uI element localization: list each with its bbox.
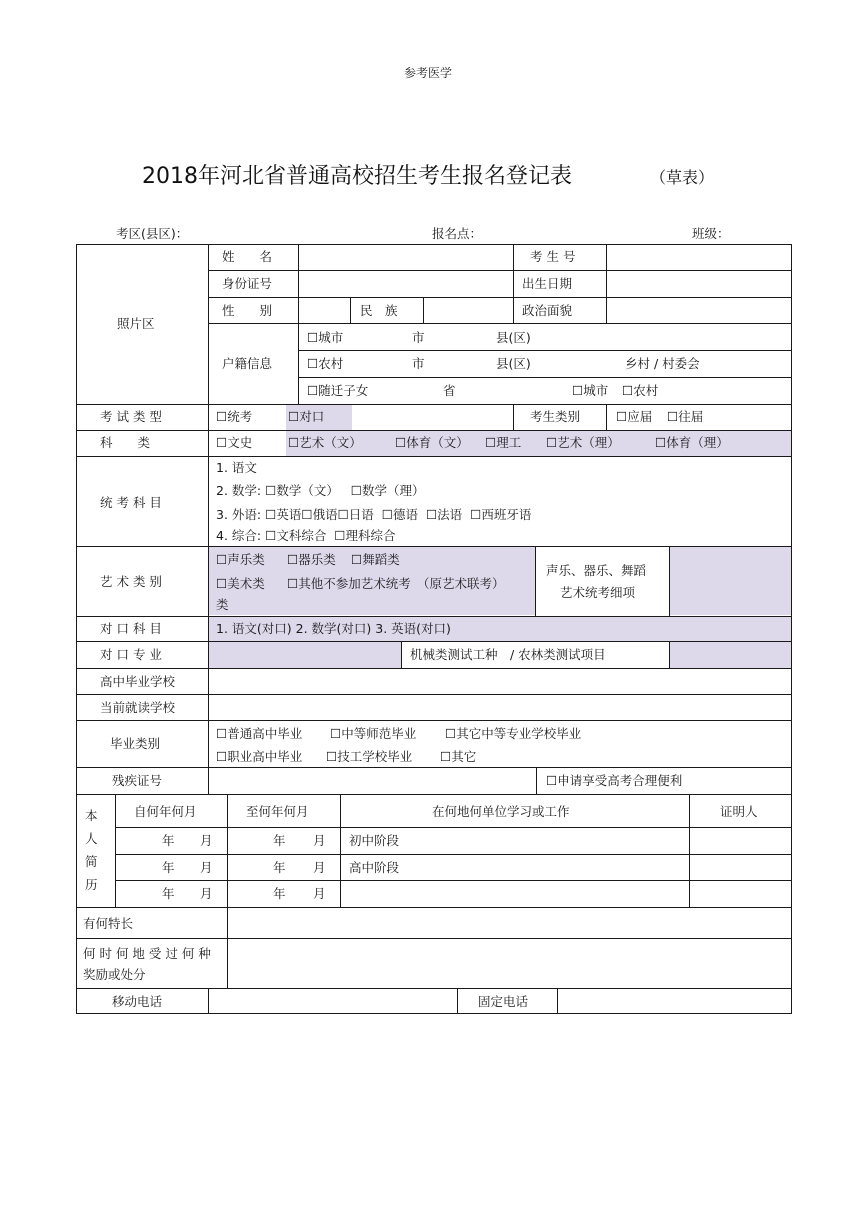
- graduation-option[interactable]: ☐职业高中毕业: [216, 749, 303, 764]
- header-note: 参考医学: [404, 66, 453, 80]
- migrant-rural-checkbox[interactable]: ☐农村: [622, 383, 659, 398]
- ethnicity-label: 民 族: [360, 303, 398, 318]
- page-title: 2018年河北省普通高校招生考生报名登记表: [142, 164, 572, 189]
- unified-exam-checkbox[interactable]: ☐统考: [216, 409, 253, 424]
- category-option[interactable]: ☐艺术（文）: [288, 435, 362, 450]
- art-option[interactable]: ☐舞蹈类: [351, 552, 400, 567]
- past-grad-checkbox[interactable]: ☐往届: [667, 409, 704, 424]
- art-option[interactable]: ☐美术类: [216, 576, 265, 591]
- title-note: （草表）: [650, 168, 715, 187]
- resume-year: 年: [162, 886, 175, 901]
- mobile-label: 移动电话: [112, 994, 163, 1009]
- high-school-label: 高中毕业学校: [100, 674, 176, 689]
- household-label: 户籍信息: [222, 356, 273, 371]
- city-unit: 市: [412, 330, 425, 345]
- vocational-subjects-value: 1. 语文(对口) 2. 数学(对口) 3. 英语(对口): [216, 621, 451, 636]
- resume-label: 简: [85, 854, 98, 869]
- household-rural-checkbox[interactable]: ☐农村: [307, 356, 344, 371]
- birth-date-label: 出生日期: [522, 276, 573, 291]
- art-detail-label: 声乐、器乐、舞蹈: [546, 563, 647, 578]
- category-option[interactable]: ☐文史: [216, 435, 253, 450]
- awards-label: 何 时 何 地 受 过 何 种: [83, 946, 211, 961]
- resume-year: 年: [273, 886, 286, 901]
- comprehensive-line: 4. 综合: ☐文科综合 ☐理科综合: [216, 528, 396, 543]
- resume-month: 月: [313, 860, 326, 875]
- resume-stage: 初中阶段: [349, 833, 400, 848]
- vocational-test-label: 机械类测试工种 / 农林类测试项目: [410, 647, 606, 662]
- language-option[interactable]: ☐日语: [337, 507, 374, 522]
- resume-month: 月: [200, 833, 213, 848]
- resume-label: 本: [85, 808, 98, 823]
- art-category-label: 艺 术 类 别: [100, 574, 162, 589]
- language-option[interactable]: ☐西班牙语: [470, 507, 532, 522]
- art-detail-label: 艺术统考细项: [560, 585, 636, 600]
- art-option[interactable]: ☐声乐类: [216, 552, 265, 567]
- subject-category-label: 科 类: [100, 435, 151, 450]
- household-city-checkbox[interactable]: ☐城市: [307, 330, 344, 345]
- table-border: [76, 244, 792, 245]
- category-option[interactable]: ☐体育（文）: [395, 435, 469, 450]
- gender-label: 性 别: [222, 303, 273, 318]
- county-unit: 县(区): [496, 330, 531, 345]
- awards-label: 奖励或处分: [83, 967, 146, 982]
- resume-label: 人: [85, 831, 98, 846]
- specialty-label: 有何特长: [83, 916, 134, 931]
- exam-type-label: 考 试 类 型: [100, 409, 162, 424]
- language-option[interactable]: ☐法语: [425, 507, 463, 522]
- current-school-label: 当前就读学校: [100, 700, 176, 715]
- resume-year: 年: [273, 833, 286, 848]
- photo-area[interactable]: 照片区: [117, 316, 155, 331]
- graduation-option[interactable]: ☐技工学校毕业: [326, 749, 413, 764]
- category-option[interactable]: ☐理工: [485, 435, 522, 450]
- resume-stage: 高中阶段: [349, 860, 400, 875]
- graduation-type-label: 毕业类别: [110, 736, 161, 751]
- highlight-vocational-major: [209, 642, 401, 668]
- comprehensive-option[interactable]: ☐理科综合: [334, 528, 396, 543]
- candidate-category-label: 考生类别: [530, 409, 581, 424]
- resume-month: 月: [313, 833, 326, 848]
- math-line: 2. 数学: ☐数学（文） ☐数学（理）: [216, 483, 425, 498]
- resume-month: 月: [313, 886, 326, 901]
- language-option[interactable]: ☐德语: [381, 507, 418, 522]
- graduation-option[interactable]: ☐其它: [440, 749, 477, 764]
- exam-area-label: 考区(县区)：: [116, 226, 189, 241]
- resume-header-witness: 证明人: [720, 804, 758, 819]
- migrant-city-checkbox[interactable]: ☐城市: [572, 383, 609, 398]
- category-option[interactable]: ☐艺术（理）: [546, 435, 620, 450]
- resume-month: 月: [200, 886, 213, 901]
- graduation-option[interactable]: ☐普通高中毕业: [216, 726, 303, 741]
- current-grad-checkbox[interactable]: ☐应届: [616, 409, 653, 424]
- rural-city-unit: 市: [412, 356, 425, 371]
- highlight-art-detail: [670, 547, 791, 615]
- rural-county-unit: 县(区): [496, 356, 531, 371]
- resume-year: 年: [162, 833, 175, 848]
- math-option[interactable]: ☐数学（理）: [350, 483, 425, 498]
- id-no-label: 身份证号: [222, 276, 273, 291]
- province-unit: 省: [443, 383, 456, 398]
- category-option[interactable]: ☐体育（理）: [655, 435, 729, 450]
- resume-month: 月: [200, 860, 213, 875]
- language-option[interactable]: ☐俄语: [301, 507, 338, 522]
- graduation-option[interactable]: ☐其它中等专业学校毕业: [445, 726, 582, 741]
- comprehensive-option[interactable]: ☐文科综合: [265, 528, 327, 543]
- reasonable-accommodation-checkbox[interactable]: ☐申请享受高考合理便利: [546, 773, 683, 788]
- disability-label: 残疾证号: [112, 773, 163, 788]
- resume-year: 年: [273, 860, 286, 875]
- political-status-label: 政治面貌: [522, 303, 573, 318]
- highlight-vocational-test: [670, 642, 791, 668]
- resume-header-place: 在何地何单位学习或工作: [432, 804, 570, 819]
- village-unit: 乡村 / 村委会: [625, 356, 700, 371]
- migrant-checkbox[interactable]: ☐随迁子女: [307, 383, 369, 398]
- unified-subjects-label: 统 考 科 目: [100, 495, 162, 510]
- exam-no-label: 考 生 号: [530, 249, 576, 264]
- math-option[interactable]: ☐数学（文）: [265, 483, 339, 498]
- language-option[interactable]: ☐英语: [265, 507, 302, 522]
- landline-label: 固定电话: [478, 994, 529, 1009]
- art-option-tail: 类: [216, 597, 229, 612]
- vocational-subjects-label: 对 口 科 目: [100, 621, 162, 636]
- resume-year: 年: [162, 860, 175, 875]
- language-line: 3. 外语: ☐英语☐俄语☐日语 ☐德语 ☐法语 ☐西班牙语: [216, 507, 532, 522]
- vocational-exam-checkbox[interactable]: ☐对口: [288, 409, 325, 424]
- resume-header-from: 自何年何月: [134, 804, 197, 819]
- art-option[interactable]: ☐器乐类: [287, 552, 336, 567]
- registration-point-label: 报名点：: [432, 226, 483, 241]
- resume-header-to: 至何年何月: [246, 804, 309, 819]
- art-option[interactable]: ☐其他不参加艺术统考 （原艺术联考）: [287, 576, 505, 591]
- vocational-major-label: 对 口 专 业: [100, 647, 162, 662]
- graduation-option[interactable]: ☐中等师范毕业: [330, 726, 417, 741]
- resume-label: 历: [85, 877, 98, 892]
- subject-chinese: 1. 语文: [216, 460, 257, 475]
- name-label: 姓 名: [222, 249, 273, 264]
- class-label: 班级：: [692, 226, 730, 241]
